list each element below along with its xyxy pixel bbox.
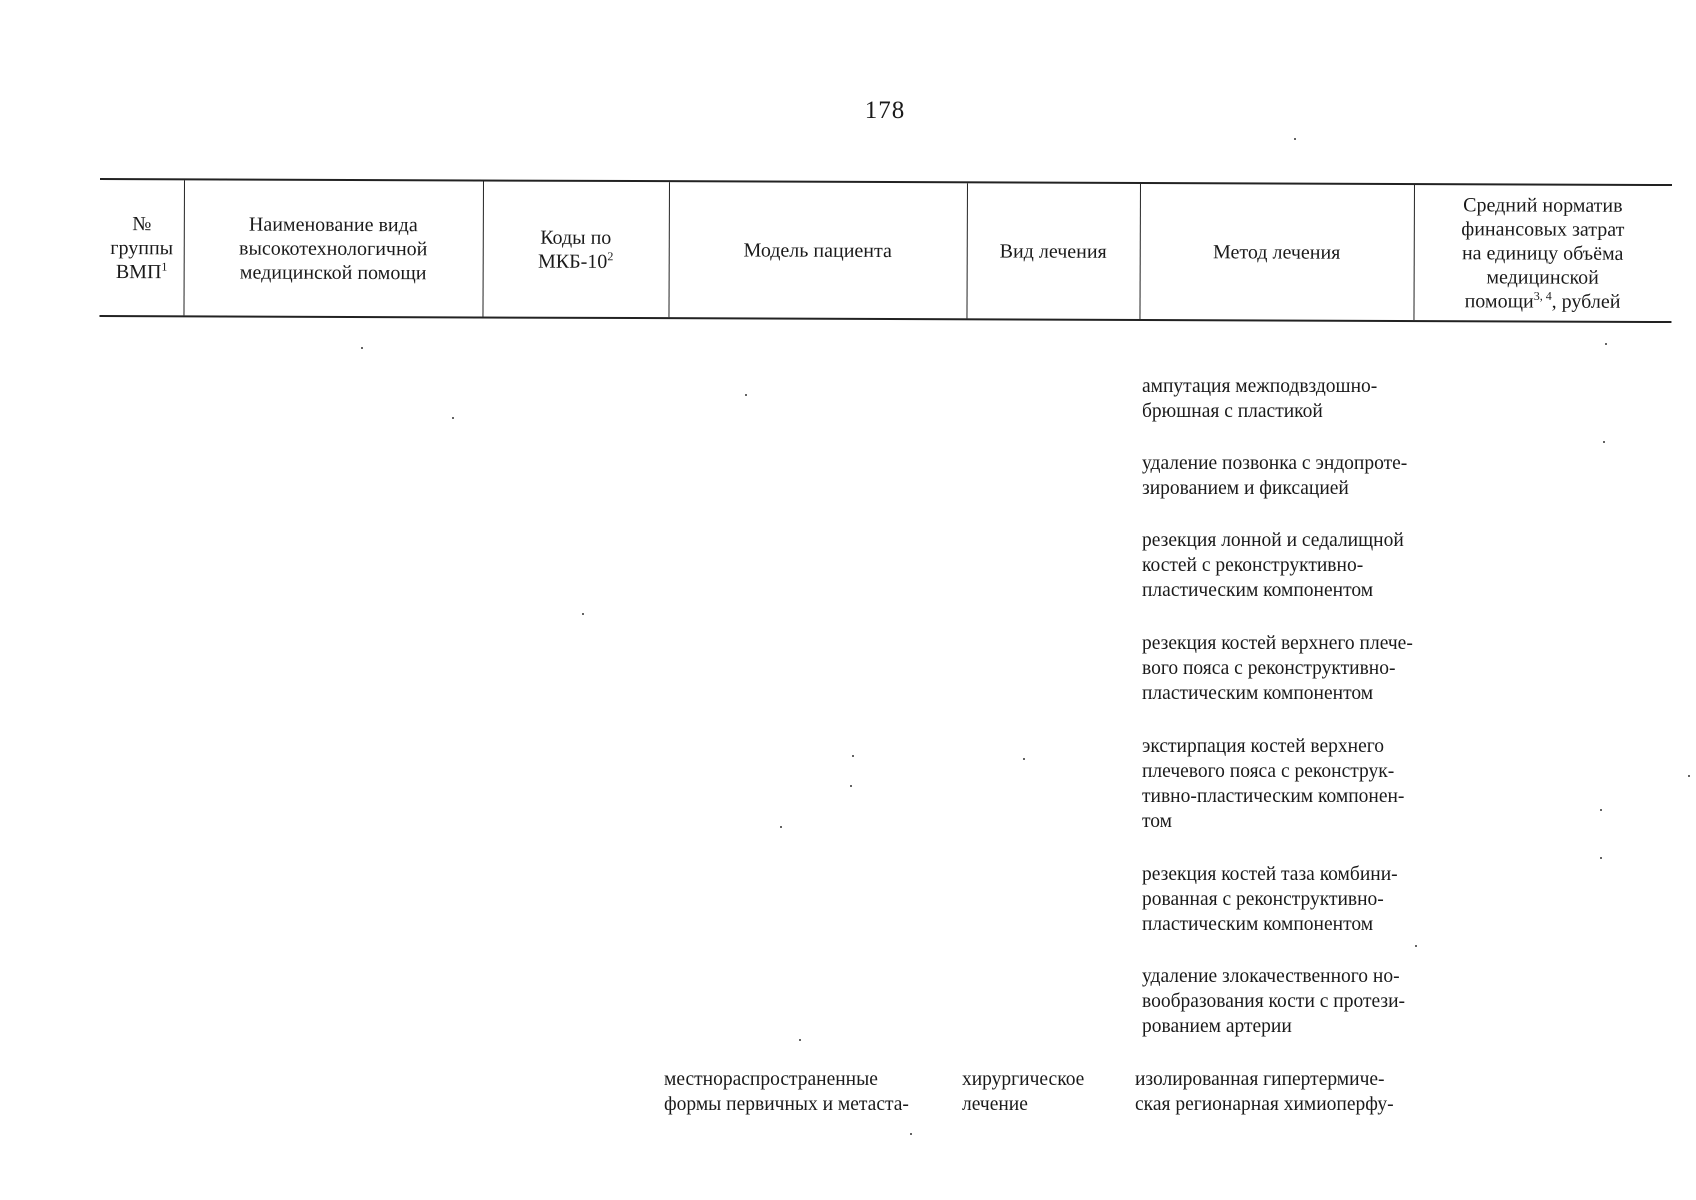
method-item: резекция лонной и седалищной костей с реконструктивно- пластическим компонентом bbox=[1142, 530, 1404, 601]
scan-speck bbox=[1605, 343, 1607, 345]
header-average-cost: Средний норматив финансовых затрат на единицу объёма медицинской помощи$^{3, 4}$, рублей bbox=[1461, 193, 1625, 313]
scan-speck bbox=[852, 755, 854, 757]
scan-speck bbox=[780, 826, 782, 828]
page-number: 178 bbox=[864, 97, 906, 124]
header-group-number: № группы ВМП$^1$ bbox=[110, 212, 174, 283]
method-item: удаление злокачественного но- вообразования кости с протези- рованием артерии bbox=[1142, 966, 1406, 1037]
scan-speck bbox=[1603, 441, 1605, 443]
method-item: ампутация межподвздошно- брюшная с пластикой bbox=[1142, 376, 1378, 422]
method-item: удаление позвонка с эндопроте- зированием и фиксацией bbox=[1142, 453, 1408, 499]
scan-speck bbox=[1600, 809, 1602, 811]
header-patient-model: Модель пациента bbox=[743, 238, 892, 262]
method-item: экстирпация костей верхнего плечевого пояса с реконструк- тивно-пластическим компонен- том bbox=[1142, 736, 1405, 832]
scan-speck bbox=[745, 394, 747, 396]
scan-speck bbox=[1294, 138, 1296, 140]
method-item: резекция костей верхнего плече- вого пояса с реконструктивно- пластическим компонентом bbox=[1142, 633, 1413, 704]
scan-speck bbox=[582, 613, 584, 615]
table-header bbox=[99, 178, 1672, 323]
scan-speck bbox=[1688, 775, 1690, 777]
scan-speck bbox=[1023, 758, 1025, 760]
header-treatment-method: Метод лечения bbox=[1212, 240, 1341, 264]
header-treatment-type: Вид лечения bbox=[999, 239, 1107, 263]
header-care-type-name: Наименование вида высокотехнологичной медицинской помощи bbox=[239, 213, 428, 284]
method-cell: изолированная гипертермиче- ская регионарная химиоперфу- bbox=[1135, 1069, 1394, 1115]
treatment-type-cell: хирургическое лечение bbox=[962, 1069, 1085, 1115]
patient-model-cell: местнораспространенные формы первичных и метаста- bbox=[664, 1069, 909, 1115]
scan-speck bbox=[361, 347, 363, 349]
method-item: резекция костей таза комбини- рованная с реконструктивно- пластическим компонентом bbox=[1142, 864, 1398, 935]
scan-speck bbox=[850, 785, 852, 787]
scan-speck bbox=[452, 417, 454, 419]
header-icd-codes: Коды по МКБ-$10^2$ bbox=[538, 226, 614, 273]
scan-speck bbox=[799, 1039, 801, 1041]
scan-speck bbox=[910, 1133, 912, 1135]
scan-speck bbox=[1600, 857, 1602, 859]
scan-speck bbox=[1415, 945, 1417, 947]
